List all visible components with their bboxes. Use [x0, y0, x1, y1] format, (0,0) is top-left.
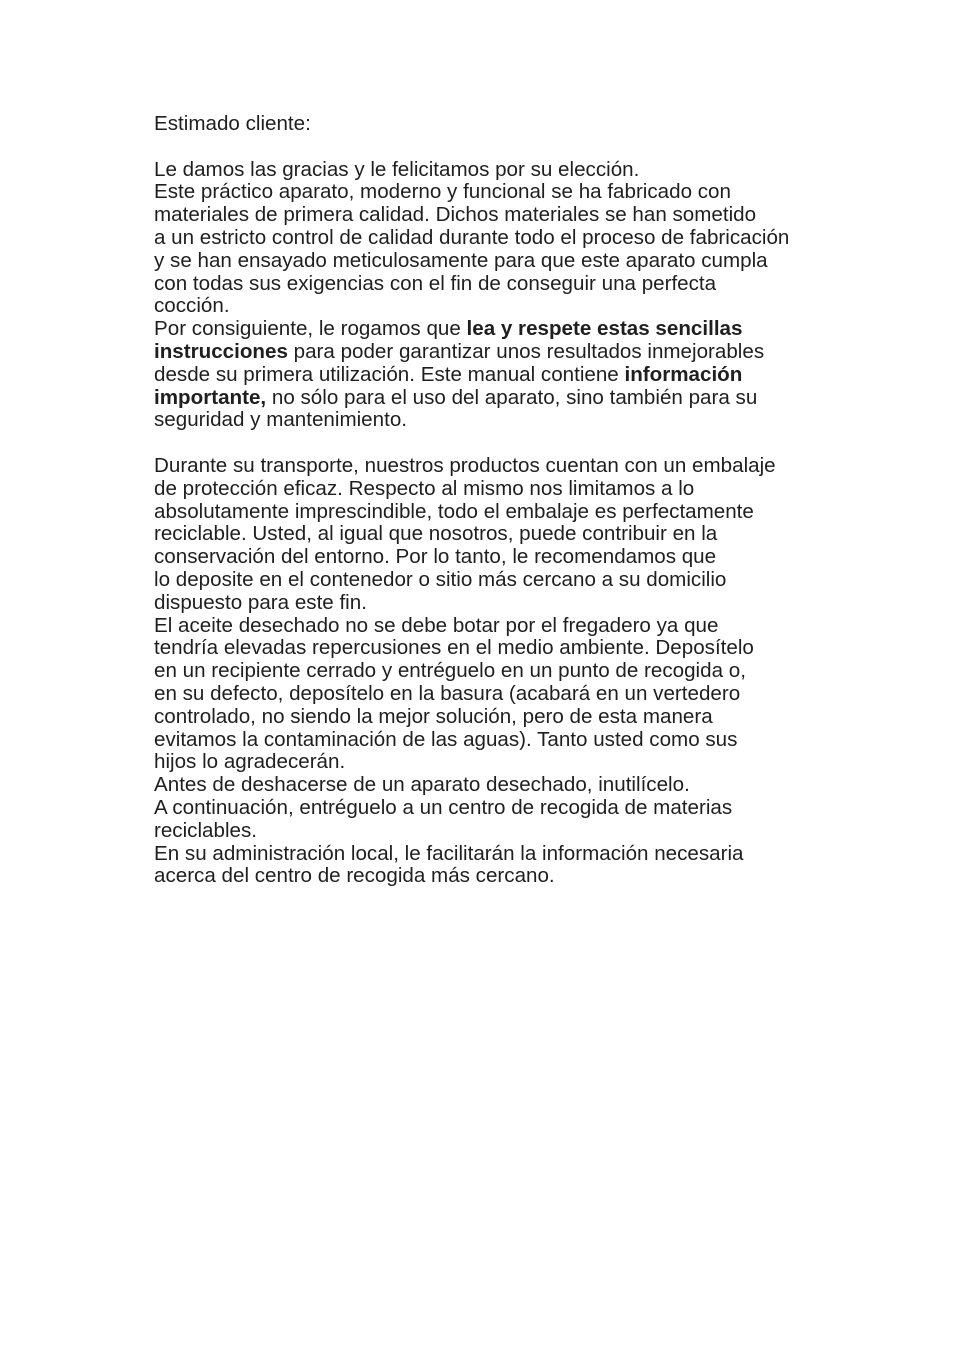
oil-paragraph: El aceite desechado no se debe botar por el fregadero ya que tendría elevadas repercusiones en el medio ambiente. Deposítelo en un recipiente cerrado y entréguelo en un punto de recogida o, en su defecto, deposítelo en la basura (acabará en un vertedero controlado, no siendo la mejor solución, pero de esta manera evitamos la contaminación de las aguas). Tanto usted como sus hijos lo agradecerán. [154, 613, 754, 774]
instructions-text-3: no sólo para el uso del aparato, sino también para su seguridad y mantenimiento. [154, 385, 758, 432]
intro-paragraph: Le damos las gracias y le felicitamos por su elección. Este práctico aparato, moderno y funcional se ha fabricado con materiales de primera calidad. Dichos materiales se han sometido a un estricto control de calidad durante todo el proceso de fabricación y se han ensayado meticulosamente para que este aparato cumpla con todas sus exigencias con el fin de conseguir una perfecta cocción. [154, 157, 790, 318]
document-body [154, 113, 830, 888]
paragraph-spacer [154, 432, 830, 455]
local-administration-paragraph: En su administración local, le facilitarán la información necesaria acerca del centro de recogida más cercano. [154, 841, 744, 888]
transport-paragraph: Durante su transporte, nuestros productos cuentan con un embalaje de protección eficaz. Respecto al mismo nos limitamos a lo absolutamente imprescindible, todo el embalaje es perfectamente reciclable. Usted, al igual que nosotros, puede contribuir en la conservación del entorno. Por lo tanto, le recomendamos que lo deposite en el contenedor o sitio más cercano a su domicilio dispuesto para este fin. [154, 453, 776, 614]
instructions-bold-2: información importante, [154, 362, 743, 409]
instructions-text-1: Por consiguiente, le rogamos que [154, 317, 467, 341]
greeting-line: Estimado cliente: [154, 112, 311, 135]
disposal-paragraph: Antes de deshacerse de un aparato desechado, inutilícelo. A continuación, entréguelo a un centro de recogida de materias reciclables. [154, 773, 733, 842]
instructions-bold-1: lea y respete estas sencillas instrucciones [154, 317, 743, 363]
instructions-paragraph [154, 318, 830, 432]
paragraph-spacer [154, 136, 830, 159]
instructions-text-2: para poder garantizar unos resultados inmejorables desde su primera utilización. Este manual contiene [154, 339, 765, 386]
